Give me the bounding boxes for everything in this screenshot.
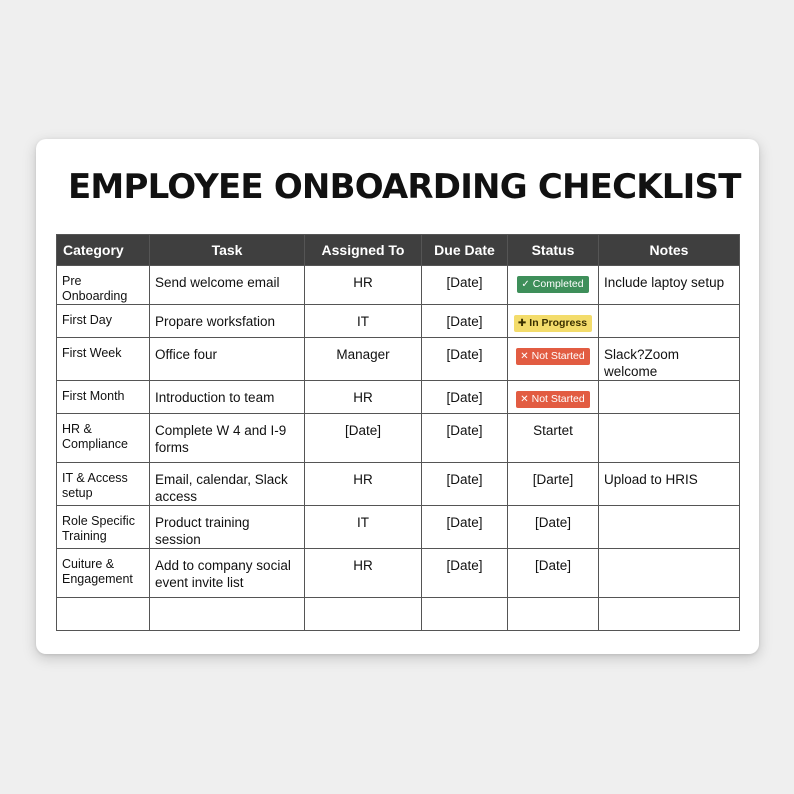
notes-cell: Include laptoy setup [599,266,740,305]
category-cell: First Week [57,338,150,381]
due-date-cell: [Date] [422,506,508,549]
table-row-empty [57,598,740,631]
table-row [57,463,740,506]
status-badge-in-progress [514,315,592,332]
task-cell: Complete W 4 and I-9 forms [150,414,305,463]
column-header-task: Task [150,235,305,266]
table-row [57,506,740,549]
task-cell: Email, calendar, Slack access [150,463,305,506]
category-cell: First Day [57,305,150,338]
empty-cell [57,598,150,631]
assigned-cell: Manager [305,338,422,381]
notes-cell [599,414,740,463]
assigned-cell: HR [305,549,422,598]
status-cell [508,338,599,381]
task-cell: Product training session [150,506,305,549]
empty-cell [599,598,740,631]
notes-cell: Upload to HRIS [599,463,740,506]
category-cell: Pre Onboarding [57,266,150,305]
task-cell: Propare worksfation [150,305,305,338]
status-cell [508,266,599,305]
table-row [57,266,740,305]
page-title: EMPLOYEE ONBOARDING CHECKLIST [68,167,741,207]
empty-cell [305,598,422,631]
notes-cell [599,549,740,598]
category-cell: HR & Compliance [57,414,150,463]
category-cell: Cuiture & Engagement [57,549,150,598]
assigned-cell: IT [305,506,422,549]
status-badge-not-started [516,391,590,408]
assigned-cell: [Date] [305,414,422,463]
status-label: Not Started [531,393,585,405]
column-header-due-date: Due Date [422,235,508,266]
notes-cell [599,381,740,414]
column-header-status: Status [508,235,599,266]
table-header-row [57,235,740,266]
empty-cell [150,598,305,631]
due-date-cell: [Date] [422,305,508,338]
column-header-assigned-to: Assigned To [305,235,422,266]
task-cell: Add to company social event invite list [150,549,305,598]
assigned-cell: HR [305,266,422,305]
notes-cell: Slack?Zoom welcome [599,338,740,381]
assigned-cell: HR [305,381,422,414]
due-date-cell: [Date] [422,266,508,305]
status-cell: [Date] [508,549,599,598]
table-row [57,381,740,414]
status-label: In Progress [529,317,588,329]
table-row [57,414,740,463]
table-row [57,338,740,381]
status-cell: Startet [508,414,599,463]
column-header-category: Category [57,235,150,266]
column-header-notes: Notes [599,235,740,266]
x-icon: ✕ [520,351,529,362]
status-label: Not Started [531,350,585,362]
empty-cell [508,598,599,631]
assigned-cell: HR [305,463,422,506]
check-icon: ✓ [521,279,530,290]
checklist-table [56,234,740,631]
x-icon: ✕ [520,394,529,405]
category-cell: First Month [57,381,150,414]
notes-cell [599,506,740,549]
empty-cell [422,598,508,631]
notes-cell [599,305,740,338]
checklist-card [36,139,759,654]
category-cell: IT & Access setup [57,463,150,506]
task-cell: Office four [150,338,305,381]
status-badge-not-started [516,348,590,365]
due-date-cell: [Date] [422,381,508,414]
table-row [57,305,740,338]
status-badge-completed [517,276,588,293]
due-date-cell: [Date] [422,463,508,506]
status-label: Completed [532,278,584,290]
table-row [57,549,740,598]
task-cell: Send welcome email [150,266,305,305]
status-cell [508,381,599,414]
assigned-cell: IT [305,305,422,338]
due-date-cell: [Date] [422,414,508,463]
status-cell: [Date] [508,506,599,549]
due-date-cell: [Date] [422,338,508,381]
category-cell: Role Specific Training [57,506,150,549]
status-cell [508,305,599,338]
plus-icon: ✚ [517,318,527,329]
due-date-cell: [Date] [422,549,508,598]
status-cell: [Darte] [508,463,599,506]
task-cell: Introduction to team [150,381,305,414]
